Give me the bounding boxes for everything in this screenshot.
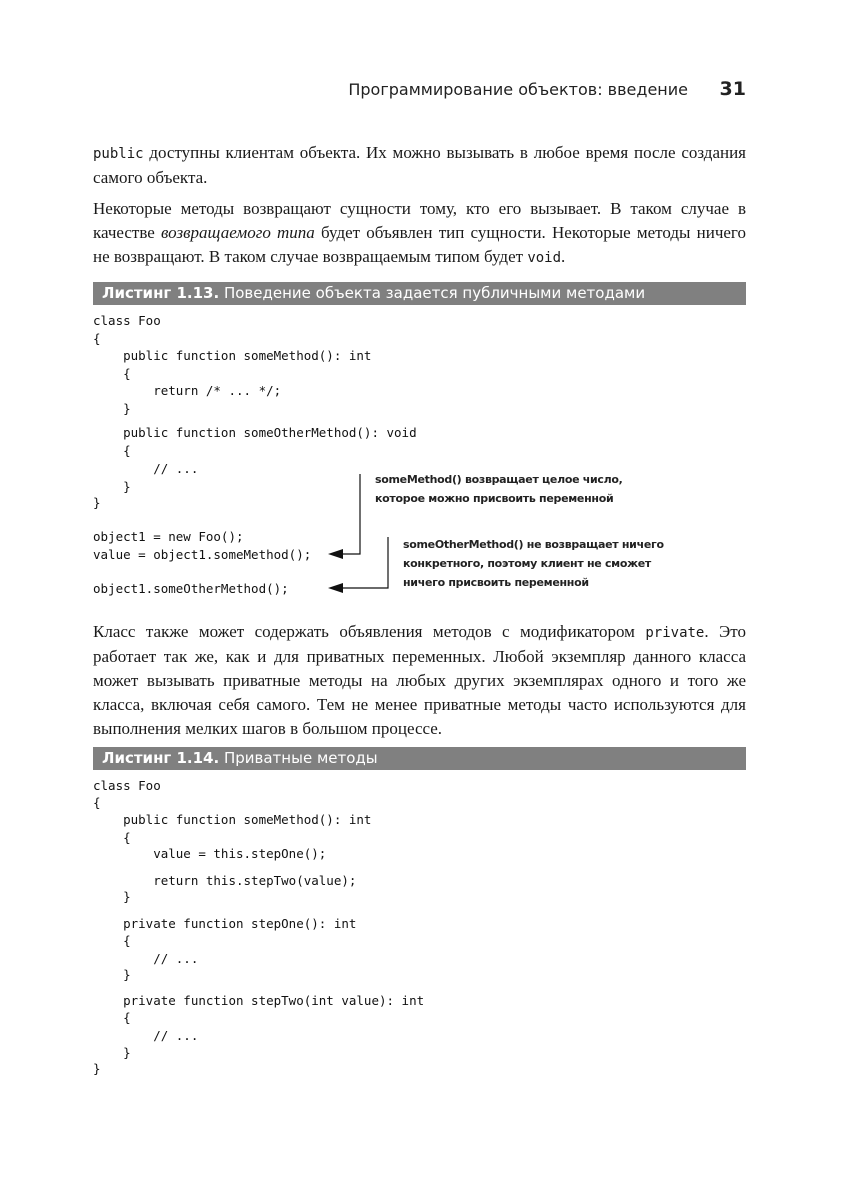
arrow-head-somemethod bbox=[328, 549, 343, 559]
code-line: } bbox=[93, 967, 131, 982]
listing-label: Листинг 1.13. bbox=[102, 284, 220, 302]
inline-code: public bbox=[93, 146, 144, 162]
callout-line: someMethod() возвращает целое число, bbox=[375, 473, 623, 486]
code-line: object1.someOtherMethod(); bbox=[93, 581, 289, 596]
paragraph-text: . Это работает так же, как и для приватных переменных. Любой экземпляр данного класса может вызывать приватные методы на любых других экземплярах одного и того же класса, включая себя самого. Тем не менее приватные методы часто используются для выполнения мелких шагов в большом процессе. bbox=[93, 622, 746, 738]
code-line: return this.stepTwo(value); bbox=[93, 873, 357, 888]
code-line: value = object1.someMethod(); bbox=[93, 547, 312, 562]
paragraph-text: Некоторые методы возвращают сущности тому, кто его вызывает. В таком случае в качестве bbox=[93, 199, 746, 242]
code-line: { bbox=[93, 331, 101, 346]
code-line: } bbox=[93, 889, 131, 904]
code-line: } bbox=[93, 1045, 131, 1060]
code-line: private function stepOne(): int bbox=[93, 916, 357, 931]
listing-title: Поведение объекта задается публичными методами bbox=[219, 284, 646, 302]
callout-line: someOtherMethod() не возвращает ничего bbox=[403, 538, 664, 551]
listing-header bbox=[93, 747, 746, 770]
code-line: } bbox=[93, 479, 131, 494]
chapter-title: Программирование объектов: введение bbox=[348, 80, 688, 99]
code-line: class Foo bbox=[93, 313, 161, 328]
code-line: { bbox=[93, 443, 131, 458]
code-line: { bbox=[93, 933, 131, 948]
listing-label: Листинг 1.14. bbox=[102, 749, 220, 767]
code-line: } bbox=[93, 495, 101, 510]
arrow-head-someothermethod bbox=[328, 583, 343, 593]
code-line: public function someMethod(): int bbox=[93, 348, 372, 363]
code-line: } bbox=[93, 1061, 101, 1076]
arrow-line-somemethod bbox=[340, 474, 360, 554]
code-line: public function someOtherMethod(): void bbox=[93, 425, 417, 440]
code-line: object1 = new Foo(); bbox=[93, 529, 244, 544]
code-line: } bbox=[93, 401, 131, 416]
callout-line: конкретного, поэтому клиент не сможет bbox=[403, 557, 652, 570]
listing-title: Приватные методы bbox=[219, 749, 378, 767]
code-line: { bbox=[93, 830, 131, 845]
callout-line: которое можно присвоить переменной bbox=[375, 492, 614, 505]
paragraph-text: доступны клиентам объекта. Их можно вызывать в любое время после создания самого объекта. bbox=[93, 143, 746, 187]
inline-code: private bbox=[645, 625, 705, 641]
code-line: { bbox=[93, 366, 131, 381]
code-line: { bbox=[93, 1010, 131, 1025]
code-line: // ... bbox=[93, 461, 199, 476]
italic-term: возвращаемого типа bbox=[161, 223, 315, 242]
code-line: public function someMethod(): int bbox=[93, 812, 372, 827]
code-line: value = this.stepOne(); bbox=[93, 846, 327, 861]
code-line: { bbox=[93, 795, 101, 810]
callout-line: ничего присвоить переменной bbox=[403, 576, 589, 589]
paragraph-text: Класс также может содержать объявления методов с модификатором bbox=[93, 622, 646, 641]
paragraph-3 bbox=[93, 620, 746, 741]
inline-code: void bbox=[527, 250, 562, 266]
arrow-line-someothermethod bbox=[340, 537, 388, 588]
code-line: private function stepTwo(int value): int bbox=[93, 993, 425, 1008]
code-line: class Foo bbox=[93, 778, 161, 793]
page-number: 31 bbox=[719, 78, 746, 100]
paragraph-text: будет объявлен тип сущности. Некоторые методы ничего не возвращают. В таком случае возвращаемым типом будет bbox=[93, 223, 746, 266]
code-line: // ... bbox=[93, 951, 199, 966]
code-line: // ... bbox=[93, 1028, 199, 1043]
paragraph-text: . bbox=[561, 247, 566, 266]
code-line: return /* ... */; bbox=[93, 383, 282, 398]
